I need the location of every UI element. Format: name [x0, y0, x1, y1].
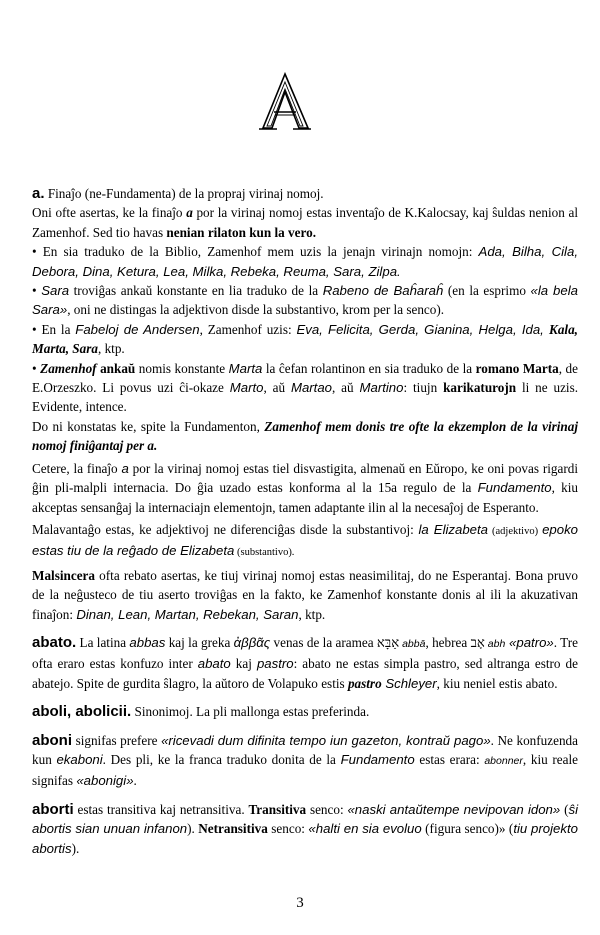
headword: a. — [32, 185, 45, 202]
paragraph: • En la Fabeloj de Andersen, Zamenhof uzis: Eva, Felicita, Gerda, Gianina, Helga, Ida, Kala, Marta, Sara, ktp. — [32, 321, 578, 357]
dictionary-content — [32, 184, 578, 858]
headword: abato. — [32, 633, 77, 651]
paragraph: Do ni konstatas ke, spite la Fundamenton, Zamenhof mem donis tre ofte la ekzemplon de la virinaj nomoj finiĝantaj per a. — [32, 418, 578, 454]
paragraph: Malsincera ofta rebato asertas, ke tiuj virinaj nomoj estas neasimilitaj, do ne Esperantaj. Bona pruvo de la neĝusteco de tiu aserto troviĝas en la fakto, ke Zamenhof konstante donis al ili la akuzativan finaĵon: Dinan, Lean, Martan, Rebekan, Saran, ktp. — [32, 567, 578, 622]
entry-abato: abato. La latina abbas kaj la greka ἀββᾶς venas de la aramea אַבָּא abbā, hebrea אָב abh «patro». Tre ofta eraro estas konfuzo inter abato kaj pastro: abato ne estas simpla pastro, sed altranga estro de abatejo. Spite de gurdita ŝlagro, la aŭtoro de Volapuko estis pastro Schleyer, kiu neniel estis abato. — [32, 633, 578, 691]
paragraph: Oni ofte asertas, ke la finaĵo a por la virinaj nomoj estas inventaĵo de K.Kalocsay, kaj ŝuldas nenion al Zamenhof. Sed tio havas nenian rilaton kun la vero. — [32, 205, 579, 240]
entry-aboli: aboli, abolicii. Sinonimoj. La pli mallonga estas preferinda. — [32, 703, 370, 721]
paragraph: Malavantaĝo estas, ke adjektivoj ne diferenciĝas disde la substantivoj: la Elizabeta (adjektivo) epoko estas tiu de la reĝado de Elizabeta (substantivo). — [32, 521, 578, 559]
paragraph: • Sara troviĝas ankaŭ konstante en lia traduko de la Rabeno de Baĥaraĥ (en la esprimo «la bela Sara», oni ne distingas la adjektivon disde la substantivo, krom per la senco). — [32, 283, 578, 318]
headword: aboni — [32, 731, 72, 749]
paragraph: Cetere, la finaĵo a por la virinaj nomoj estas tiel disvastigita, almenaŭ en Eŭropo, ke oni povas rigardi ĝin pli-malpli internacia. Do ĝia uzado estas konforma al la 15a regulo de la Fundamento, kiu akceptas sensanĝaj la internaciajn elementojn, tamen adaptante ilin al la necesaĵoj de Esperanto. — [32, 460, 578, 515]
paragraph: • En sia traduko de la Biblio, Zamenhof mem uzis la jenajn virinajn nomojn: Ada, Bilha, Cila, Debora, Dina, Ketura, Lea, Milka, Rebeka, Reuma, Sara, Zilpa. — [32, 244, 578, 279]
section-letter-a — [258, 72, 312, 132]
page-number: 3 — [296, 895, 304, 911]
headword: aboli, abolicii. — [32, 703, 132, 721]
paragraph: • Zamenhof ankaŭ nomis konstante Marta la ĉefan rolantinon en sia traduko de la romano Marta, de E.Orzeszko. Li povus uzi ĉi-okaze Marto, aŭ Martao, aŭ Martino: tiujn karikaturojn li ne uzis. Evidente, intence. — [32, 360, 579, 415]
headword: aborti — [32, 800, 74, 818]
entry-a: a. Finaĵo (ne-Fundamenta) de la propraj virinaj nomoj. — [32, 185, 324, 202]
entry-aboni: aboni signifas prefere «ricevadi dum difinita tempo iun gazeton, kontraŭ pago». Ne konfuzenda kun ekaboni. Des pli, ke la franca traduko donita de la Fundamento estas erara: abonner, kiu reale signifas «abonigi». — [32, 731, 579, 789]
entry-aborti: aborti estas transitiva kaj netransitiva. Transitiva senco: «naski antaŭtempe nevipovan idon» (ŝi abortis sian unuan infanon). Netransitiva senco: «halti en sia evoluo (figura senco)» (tiu projekto abortis). — [32, 800, 578, 856]
